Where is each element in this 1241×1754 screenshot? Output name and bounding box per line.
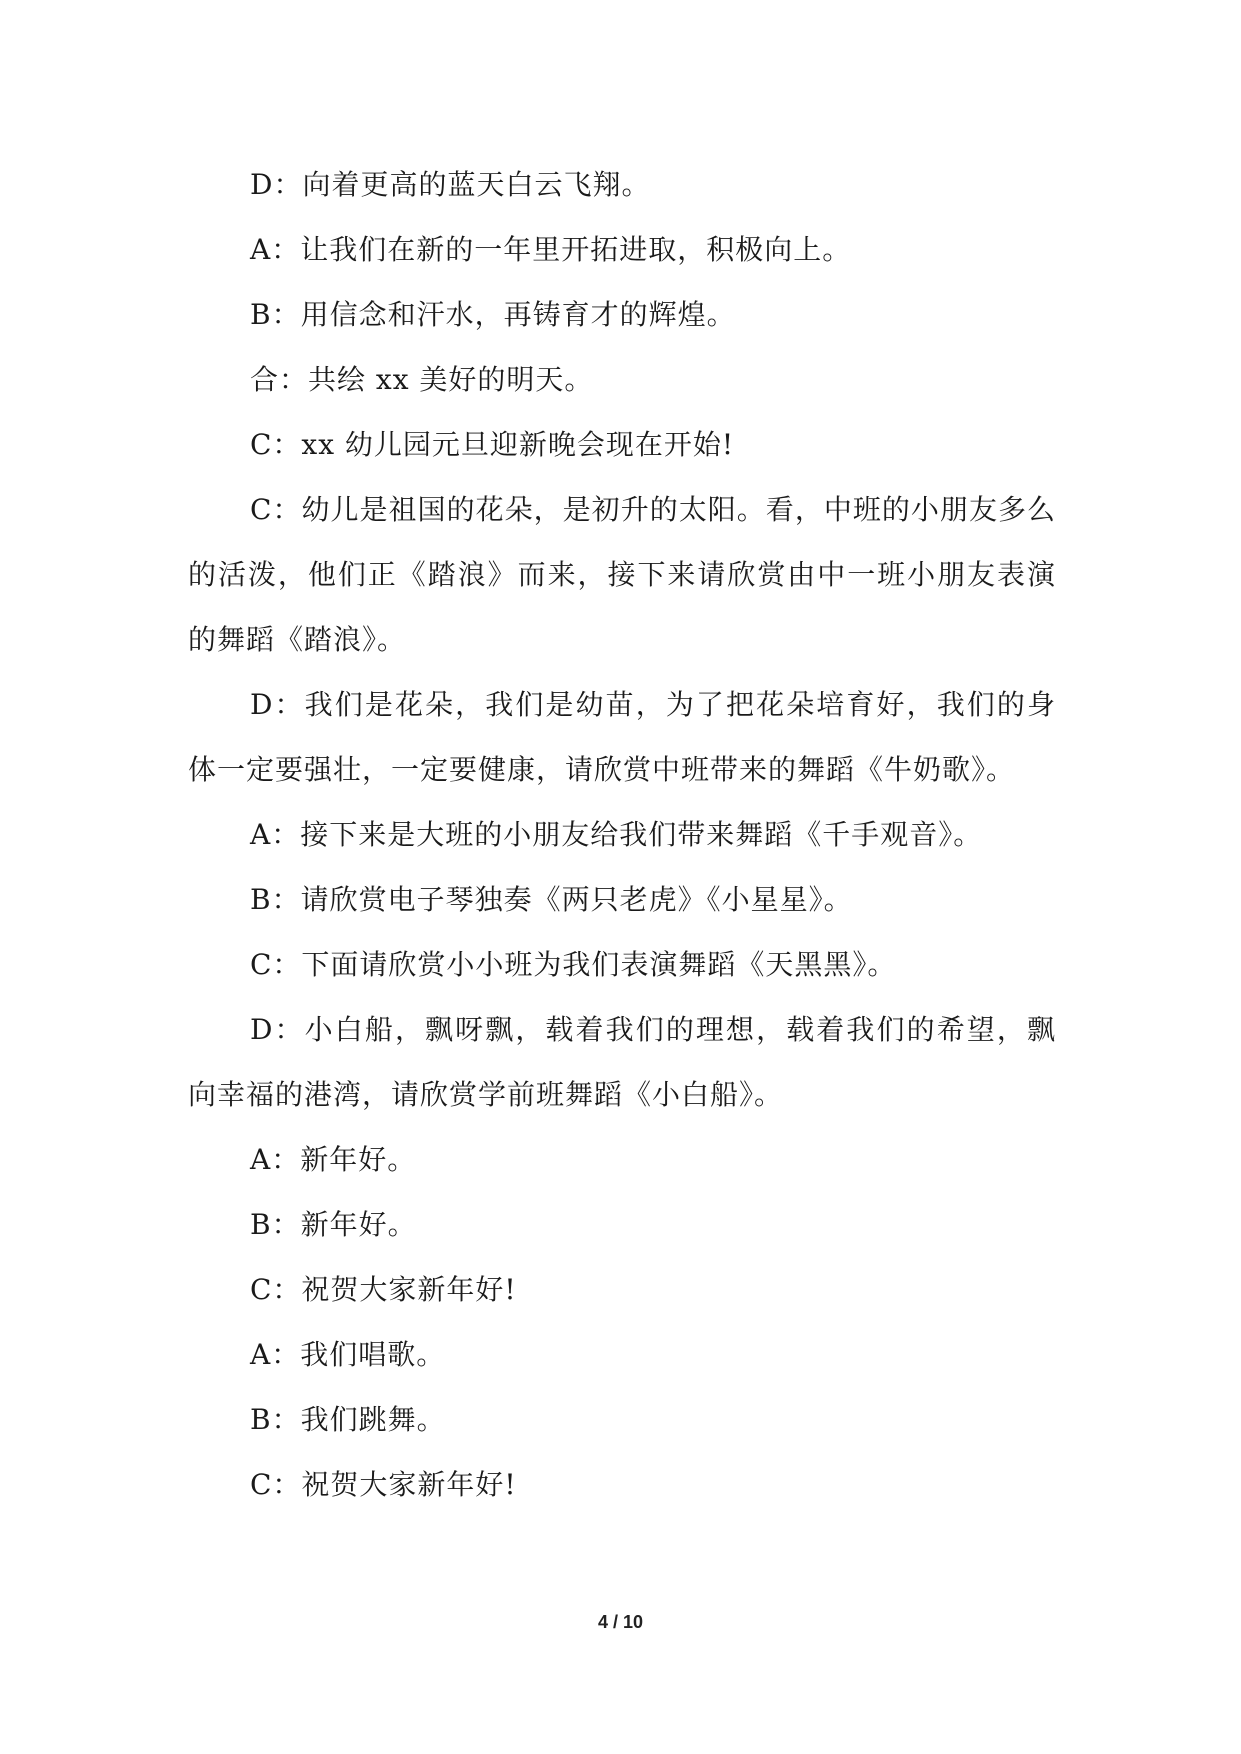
paragraph: C：祝贺大家新年好! — [250, 1273, 517, 1306]
paragraph: B：请欣赏电子琴独奏《两只老虎》《小星星》。 — [250, 883, 853, 916]
paragraph: D：我们是花朵，我们是幼苗，为了把花朵培育好，我们的身体一定要强壮，一定要健康，请欣赏中班带来的舞蹈《牛奶歌》。 — [188, 688, 1056, 786]
paragraph: 合：共绘 xx 美好的明天。 — [250, 363, 594, 396]
paragraph: A：让我们在新的一年里开拓进取，积极向上。 — [250, 233, 852, 266]
paragraph: B：用信念和汗水，再铸育才的辉煌。 — [250, 298, 736, 331]
paragraph: C：xx 幼儿园元旦迎新晚会现在开始! — [250, 428, 735, 461]
paragraph: D：小白船，飘呀飘，载着我们的理想，载着我们的希望，飘向幸福的港湾，请欣赏学前班舞蹈《小白船》。 — [188, 1013, 1056, 1111]
paragraph: B：新年好。 — [250, 1208, 417, 1241]
page-number: 4 / 10 — [597, 1612, 644, 1632]
paragraph: C：幼儿是祖国的花朵，是初升的太阳。看，中班的小朋友多么的活泼，他们正《踏浪》而来，接下来请欣赏由中一班小朋友表演的舞蹈《踏浪》。 — [188, 493, 1056, 656]
paragraph: A：接下来是大班的小朋友给我们带来舞蹈《千手观音》。 — [250, 818, 983, 851]
paragraph: A：我们唱歌。 — [250, 1338, 446, 1371]
paragraph: C：下面请欣赏小小班为我们表演舞蹈《天黑黑》。 — [250, 948, 897, 981]
paragraph: A：新年好。 — [250, 1143, 417, 1176]
paragraph: C：祝贺大家新年好! — [250, 1468, 517, 1501]
paragraph: B：我们跳舞。 — [250, 1403, 446, 1436]
document-body — [188, 152, 1056, 1517]
paragraph: D：向着更高的蓝天白云飞翔。 — [250, 168, 651, 201]
